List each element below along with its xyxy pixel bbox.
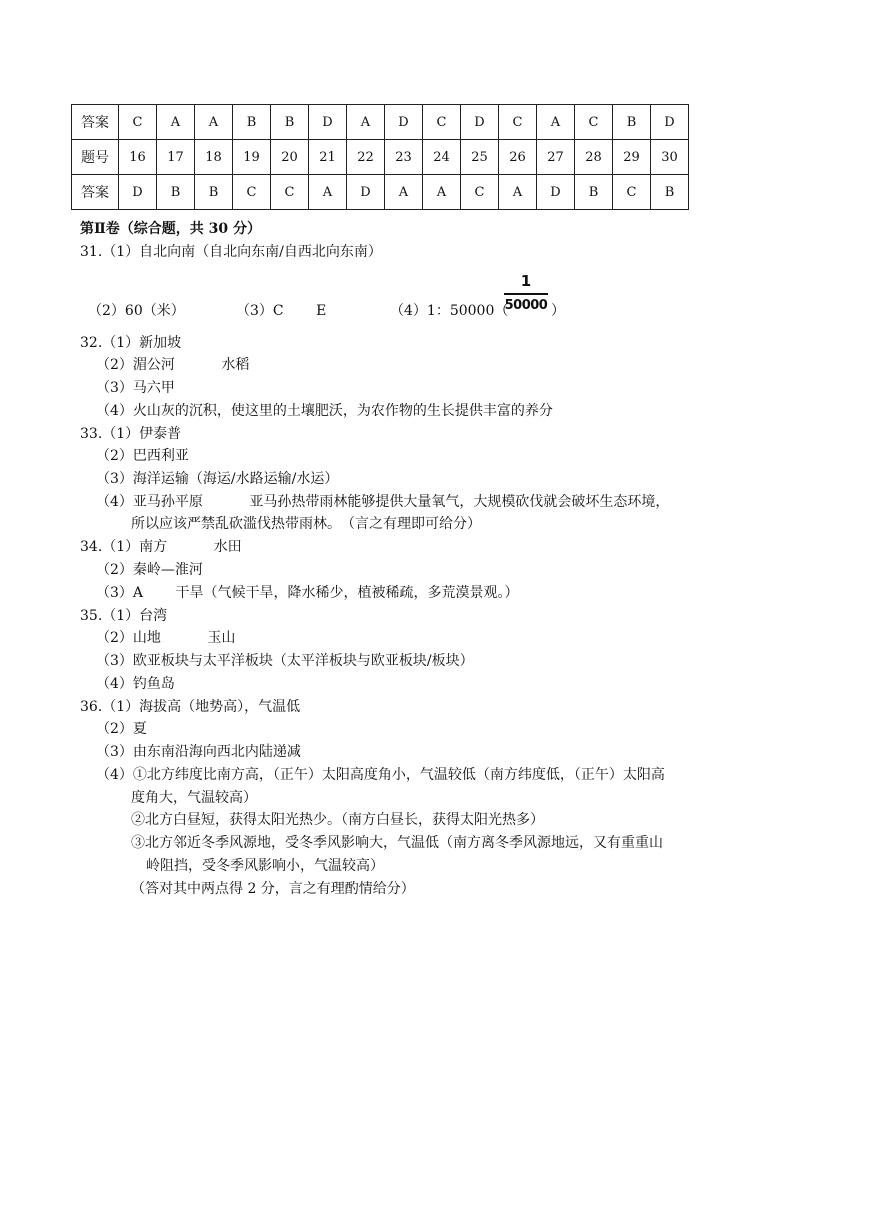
q35-part4: （4）钓鱼岛	[96, 676, 175, 692]
table-cell: A	[423, 175, 461, 210]
table-cell: 25	[461, 140, 499, 175]
q32-part2: （2）湄公河 水稻	[96, 357, 250, 373]
table-cell: A	[537, 105, 575, 140]
row-header: 题号	[72, 140, 119, 175]
table-cell: A	[347, 105, 385, 140]
table-cell: 29	[613, 140, 651, 175]
q31-part4-close: ）	[551, 303, 565, 319]
scale-fraction	[502, 272, 550, 314]
fraction-numerator: 1	[520, 272, 532, 290]
table-cell: C	[499, 105, 537, 140]
scoring-note: （答对其中两点得 2 分，言之有理酌情给分）	[131, 881, 415, 897]
row-header: 答案	[72, 105, 119, 140]
table-cell: 18	[195, 140, 233, 175]
table-cell: D	[347, 175, 385, 210]
table-cell: C	[233, 175, 271, 210]
table-row	[72, 140, 689, 175]
q36-part4: （4）①北方纬度比南方高，（正午）太阳高度角小，气温较低（南方纬度低，（正午）太阳高	[96, 767, 665, 783]
table-cell: 28	[575, 140, 613, 175]
q32-part4: （4）火山灰的沉积，使这里的土壤肥沃，为农作物的生长提供丰富的养分	[96, 403, 553, 419]
q35-part2: （2）山地 玉山	[96, 630, 236, 646]
q34-part2: （2）秦岭—淮河	[96, 562, 203, 578]
table-cell: C	[119, 105, 157, 140]
q36-part1: 36.（1）海拔高（地势高），气温低	[80, 699, 301, 715]
q34-part3: （3）A 干旱（气候干旱，降水稀少，植被稀疏，多荒漠景观。）	[96, 585, 519, 601]
table-cell: B	[233, 105, 271, 140]
table-cell: A	[499, 175, 537, 210]
table-cell: B	[575, 175, 613, 210]
q32-part3: （3）马六甲	[96, 380, 175, 396]
table-cell: C	[271, 175, 309, 210]
table-cell: 21	[309, 140, 347, 175]
table-cell: B	[651, 175, 689, 210]
q31-part4: （4）1：50000（	[390, 303, 509, 319]
table-cell: 26	[499, 140, 537, 175]
table-cell: 20	[271, 140, 309, 175]
table-cell: B	[157, 175, 195, 210]
table-cell: 23	[385, 140, 423, 175]
table-cell: A	[195, 105, 233, 140]
q31-part1: 31.（1）自北向南（自北向东南/自西北向东南）	[80, 244, 382, 260]
table-cell: A	[309, 175, 347, 210]
table-cell: D	[119, 175, 157, 210]
q36-point3: ③北方邻近冬季风源地，受冬季风影响大，气温低（南方离冬季风源地远，又有重重山	[131, 835, 663, 851]
table-cell: D	[537, 175, 575, 210]
q36-part4-cont: 度角大，气温较高）	[131, 790, 257, 806]
table-row	[72, 105, 689, 140]
table-cell: C	[461, 175, 499, 210]
table-cell: 30	[651, 140, 689, 175]
table-cell: A	[385, 175, 423, 210]
table-row	[72, 175, 689, 210]
q36-part2: （2）夏	[96, 721, 147, 737]
table-cell: B	[613, 105, 651, 140]
table-cell: A	[157, 105, 195, 140]
table-cell: B	[271, 105, 309, 140]
q33-part4-cont: 所以应该严禁乱砍滥伐热带雨林。 （言之有理即可给分）	[131, 516, 481, 532]
answer-table	[71, 104, 689, 210]
table-cell: D	[461, 105, 499, 140]
q35-part3: （3）欧亚板块与太平洋板块（太平洋板块与欧亚板块/板块）	[96, 653, 474, 669]
table-cell: 27	[537, 140, 575, 175]
table-cell: C	[575, 105, 613, 140]
table-cell: 16	[119, 140, 157, 175]
fraction-bar	[504, 293, 548, 295]
q33-part4: （4）亚马孙平原 亚马孙热带雨林能够提供大量氧气，大规模砍伐就会破坏生态环境，	[96, 494, 670, 510]
q33-part3: （3）海洋运输（海运/水路运输/水运）	[96, 471, 339, 487]
table-cell: D	[309, 105, 347, 140]
fraction-denominator: 50000	[504, 298, 548, 313]
table-cell: 24	[423, 140, 461, 175]
table-cell: C	[423, 105, 461, 140]
table-cell: B	[195, 175, 233, 210]
q33-part1: 33.（1）伊泰普	[80, 426, 182, 442]
table-cell: 19	[233, 140, 271, 175]
q36-part3: （3）由东南沿海向西北内陆递减	[96, 744, 301, 760]
table-cell: C	[613, 175, 651, 210]
q36-point2: ②北方白昼短，获得太阳光热少。（南方白昼长，获得太阳光热多）	[131, 812, 544, 828]
table-cell: 22	[347, 140, 385, 175]
q32-part1: 32.（1）新加坡	[80, 335, 182, 351]
section-title: 第Ⅱ卷（综合题，共 30 分）	[80, 221, 262, 237]
q36-point3-cont: 岭阻挡，受冬季风影响小，气温较高）	[146, 858, 384, 874]
table-cell: D	[651, 105, 689, 140]
table-cell: D	[385, 105, 423, 140]
q31-part2: （2）60（米）	[88, 303, 185, 319]
q31-part3: （3）C E	[236, 303, 327, 319]
q35-part1: 35.（1）台湾	[80, 608, 168, 624]
q34-part1: 34.（1）南方 水田	[80, 539, 242, 555]
table-cell: 17	[157, 140, 195, 175]
q33-part2: （2）巴西利亚	[96, 448, 189, 464]
row-header: 答案	[72, 175, 119, 210]
